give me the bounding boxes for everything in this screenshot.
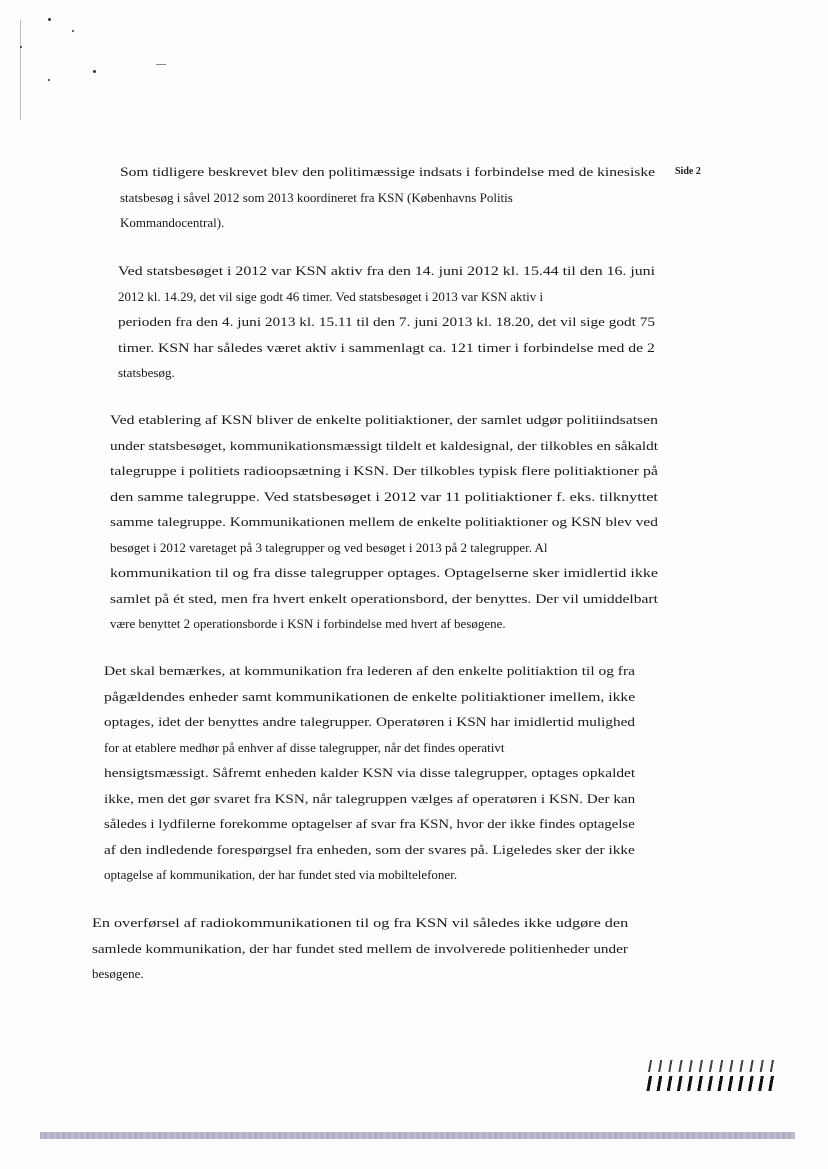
paragraph-3: [110, 407, 659, 637]
paragraph-line: Ved etablering af KSN bliver de enkelte politiaktioner, der samlet udgør politiindsatsen: [110, 412, 658, 427]
barcode-row: [644, 1076, 778, 1091]
paragraph-line: besøget i 2012 varetaget på 3 talegrupper og ved besøget i 2013 på 2 talegrupper. Al: [110, 539, 548, 555]
paragraph-2: [118, 258, 656, 386]
paragraph-line: kommunikation til og fra disse talegrupper optages. Optagelserne sker imidlertid ikke: [110, 565, 658, 580]
scan-bottom-edge: [40, 1132, 795, 1139]
page-number: Side 2: [675, 166, 701, 177]
paragraph-line: besøgene.: [92, 966, 144, 981]
paragraph-line: Ved statsbesøget i 2012 var KSN aktiv fra den 14. juni 2012 kl. 15.44 til den 16. juni: [118, 263, 655, 278]
paragraph-line: timer. KSN har således været aktiv i sammenlagt ca. 121 timer i forbindelse med de 2: [118, 339, 655, 355]
paragraph-line: samlede kommunikation, der har fundet sted mellem de involverede politienheder under: [92, 940, 628, 956]
paragraph-5: [92, 910, 629, 987]
paragraph-line: således i lydfilerne forekomme optagelser af svar fra KSN, hvor der ikke findes optagelse: [104, 816, 635, 831]
paragraph-line: den samme talegruppe. Ved statsbesøget i 2012 var 11 politiaktioner f. eks. tilknyttet: [110, 488, 658, 504]
paragraph-line: talegruppe i politiets radioopsætning i KSN. Der tilkobles typisk flere politiaktioner på: [110, 463, 658, 478]
paragraph-line: for at etablere medhør på enhver af disse talegrupper, når det findes operativt: [104, 739, 505, 755]
paragraph-line: pågældendes enheder samt kommunikationen de enkelte politiaktioner imellem, ikke: [104, 688, 636, 704]
paragraph-line: Kommandocentral).: [120, 215, 225, 230]
paragraph-line: være benyttet 2 operationsborde i KSN i forbindelse med hvert af besøgene.: [110, 616, 506, 631]
paragraph-line: optagelse af kommunikation, der har fundet sted via mobiltelefoner.: [104, 867, 458, 882]
barcode-stamp: [644, 1058, 778, 1094]
scan-dash: [156, 64, 166, 65]
paragraph-line: af den indledende forespørgsel fra enheden, som der svares på. Ligeledes sker der ikke: [104, 841, 635, 857]
scan-speck: [20, 46, 22, 48]
paragraph-line: hensigtsmæssigt. Såfremt enheden kalder KSN via disse talegrupper, optages opkaldet: [104, 765, 636, 780]
paragraph-line: ikke, men det gør svaret fra KSN, når talegruppen vælges af operatøren i KSN. Der kan: [104, 790, 636, 806]
paragraph-line: samme talegruppe. Kommunikationen mellem de enkelte politiaktioner og KSN blev ved: [110, 514, 658, 529]
paragraph-line: En overførsel af radiokommunikationen til og fra KSN vil således ikke udgøre den: [92, 915, 629, 930]
barcode-row: [644, 1060, 778, 1072]
paragraph-line: 2012 kl. 14.29, det vil sige godt 46 timer. Ved statsbesøget i 2013 var KSN aktiv i: [118, 288, 544, 304]
paragraph-line: under statsbesøget, kommunikationsmæssigt tildelt et kaldesignal, der tilkobles en såkaldt: [110, 437, 659, 453]
scan-speck: [72, 30, 74, 32]
paragraph-line: optages, idet der benyttes andre talegrupper. Operatøren i KSN har imidlertid mulighed: [104, 714, 635, 729]
scan-speck: [48, 18, 51, 21]
paragraph-line: perioden fra den 4. juni 2013 kl. 15.11 til den 7. juni 2013 kl. 18.20, det vil sige godt 75: [118, 314, 656, 329]
scan-speck: [48, 79, 50, 81]
paragraph-line: statsbesøg.: [118, 365, 175, 380]
paragraph-line: samlet på ét sted, men fra hvert enkelt operationsbord, der benyttes. Der vil umiddelbart: [110, 590, 658, 606]
paragraph-line: Som tidligere beskrevet blev den politimæssige indsats i forbindelse med de kinesiske: [120, 164, 656, 179]
scan-margin-line: [20, 20, 21, 120]
paragraph-4: [104, 658, 636, 888]
paragraph-1: [120, 159, 656, 236]
paragraph-line: statsbesøg i såvel 2012 som 2013 koordineret fra KSN (Københavns Politis: [120, 189, 513, 205]
paragraph-line: Det skal bemærkes, at kommunikation fra lederen af den enkelte politiaktion til og fra: [104, 663, 635, 678]
scan-speck: [93, 70, 96, 73]
